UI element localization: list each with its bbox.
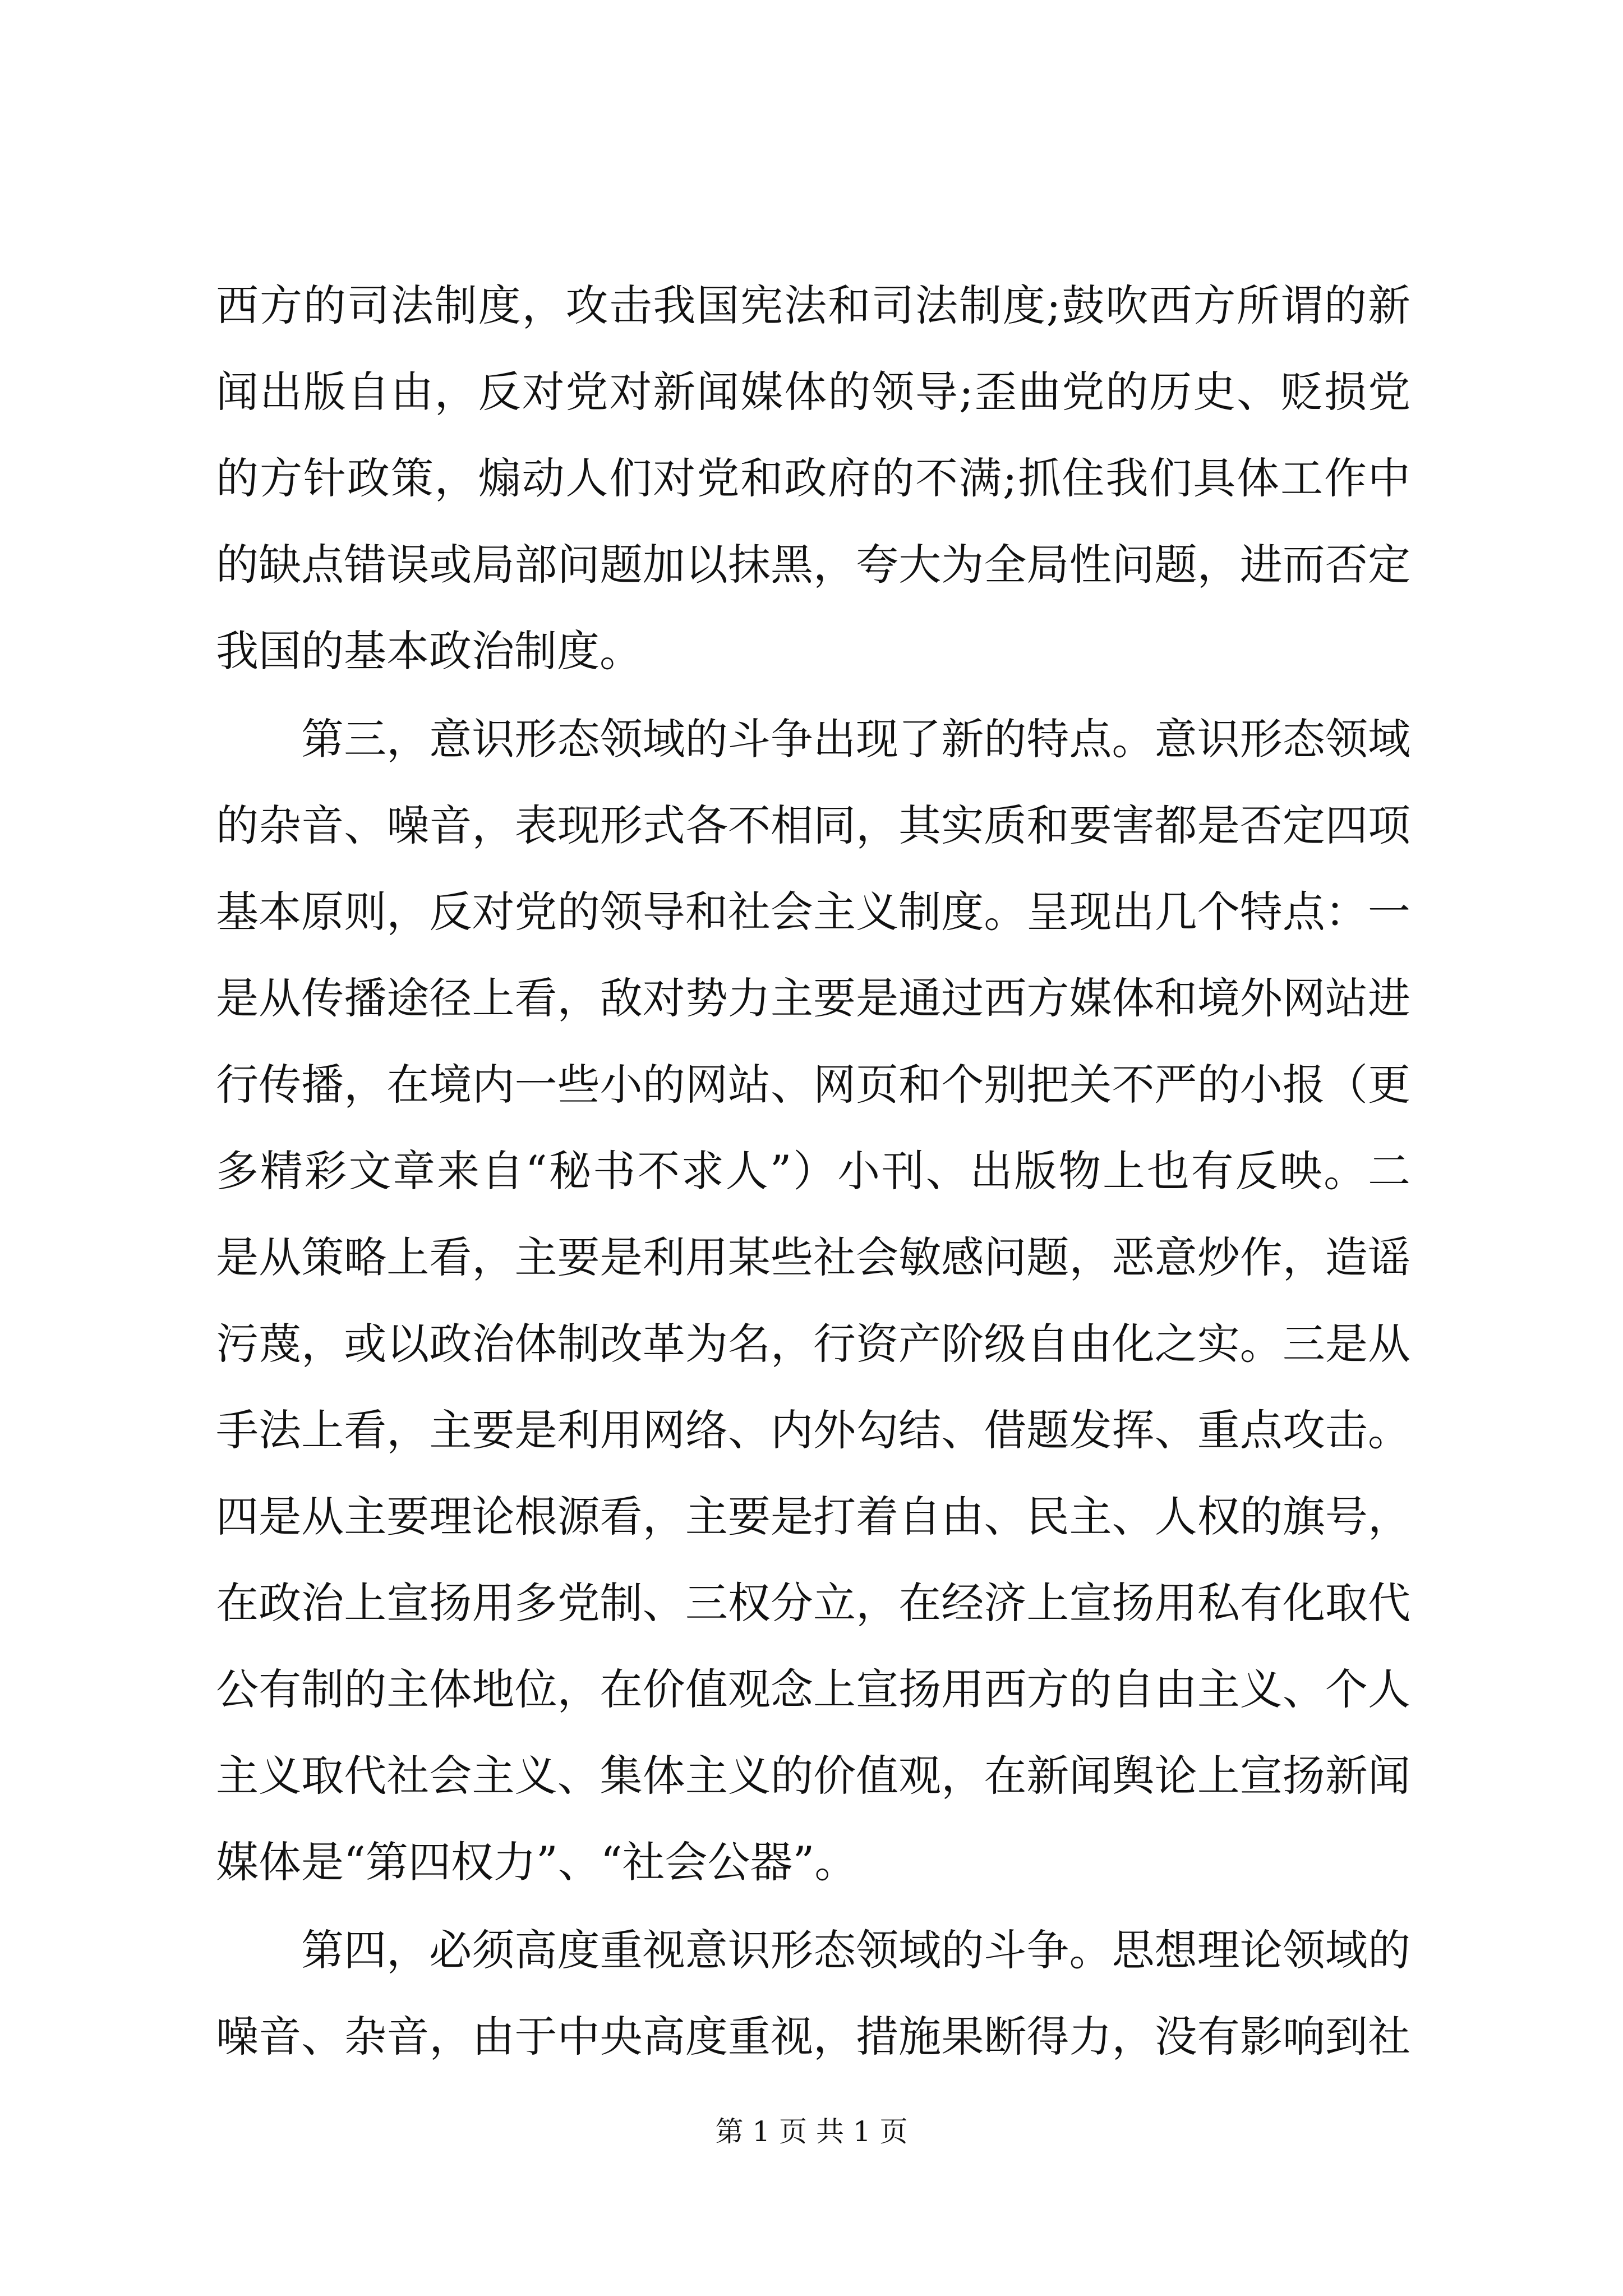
page-footer: 第 1 页 共 1 页 — [715, 2115, 908, 2148]
text-line: 噪音、杂音，由于中央高度重视，措施果断得力，没有影响到社 — [216, 2012, 1410, 2062]
text-line: 是从传播途径上看，敌对势力主要是通过西方媒体和境外网站进 — [216, 973, 1410, 1023]
text-line: 基本原则，反对党的领导和社会主义制度。呈现出几个特点：一 — [216, 887, 1410, 937]
text-line: 的方针政策，煽动人们对党和政府的不满;抓住我们具体工作中 — [216, 453, 1410, 503]
text-line: 主义取代社会主义、集体主义的价值观，在新闻舆论上宣扬新闻 — [216, 1751, 1410, 1801]
text-line: 我国的基本政治制度。 — [216, 626, 642, 676]
text-line: 手法上看，主要是利用网络、内外勾结、借题发挥、重点攻击。 — [216, 1405, 1410, 1455]
paragraph-first-line: 第三，意识形态领域的斗争出现了新的特点。意识形态领域 — [301, 714, 1410, 764]
text-line: 的杂音、噪音，表现形式各不相同，其实质和要害都是否定四项 — [216, 800, 1410, 850]
text-line: 西方的司法制度，攻击我国宪法和司法制度;鼓吹西方所谓的新 — [216, 280, 1410, 330]
text-line: 污蔑，或以政治体制改革为名，行资产阶级自由化之实。三是从 — [216, 1319, 1410, 1369]
text-line: 公有制的主体地位，在价值观念上宣扬用西方的自由主义、个人 — [216, 1664, 1410, 1714]
body-text — [216, 263, 1410, 2080]
paragraph-first-line: 第四，必须高度重视意识形态领域的斗争。思想理论领域的 — [301, 1925, 1410, 1975]
text-line: 四是从主要理论根源看，主要是打着自由、民主、人权的旗号， — [216, 1492, 1410, 1542]
text-line: 多精彩文章来自“秘书不求人”）小刊、出版物上也有反映。二 — [216, 1146, 1410, 1196]
text-line: 是从策略上看，主要是利用某些社会敏感问题，恶意炒作，造谣 — [216, 1232, 1410, 1282]
text-line: 在政治上宣扬用多党制、三权分立，在经济上宣扬用私有化取代 — [216, 1578, 1410, 1628]
text-line: 闻出版自由，反对党对新闻媒体的领导;歪曲党的历史、贬损党 — [216, 367, 1410, 417]
text-line: 媒体是“第四权力”、“社会公器”。 — [216, 1837, 857, 1887]
text-line: 的缺点错误或局部问题加以抹黑，夸大为全局性问题，进而否定 — [216, 540, 1410, 590]
text-line: 行传播，在境内一些小的网站、网页和个别把关不严的小报（更 — [216, 1060, 1410, 1110]
